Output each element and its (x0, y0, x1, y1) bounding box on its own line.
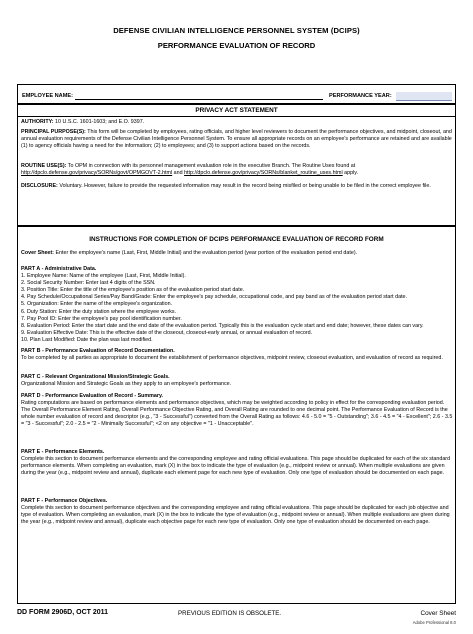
part-c-block (21, 374, 453, 388)
purpose-body: This form will be completed by employees, rating officials, and higher level reviewers to document the performance objectives, and midpoint, closeout, and annual evaluation requirements of the Defense Civilian Intelligence Personnel System. To ensure all appropriate records on an employee's performance are retained and are available (1) to agency officials having a need for the information; (2) to employees; and (3) to support actions based on the records. (21, 129, 452, 150)
part-f-block (21, 498, 453, 526)
routine-and: and (172, 170, 185, 177)
cover-body: Enter the employee's name (Last, First, Middle Initial) and the evaluation period (year portion of the evaluation period end date). (53, 250, 358, 256)
form-title-line2: PERFORMANCE EVALUATION OF RECORD (157, 41, 316, 50)
part-d-body: Rating computations are based on performance elements and performance objectives, which may be weighted according to policy in effect for the corresponding evaluation period. The Overall Performance Element Rating, Overall Performance Objective Rating, and Overall Rating are rounded to one decimal point. The Performance Evaluation of Record is the whole number evaluation of record and descriptor (e.g., "3 - Successful") converted from the Overall Rating as follows: 4.6 - 5.0 = "5 - Outstanding"; 3.6 - 4.5 = "4 - Excellent"; 2.6 - 3.5 = "3 - Successful"; 2.0 - 2.5 = "2 - Minimally Successful"; <2 on any objective = "1 - Unacceptable". (21, 400, 453, 428)
routine-use-text (21, 163, 453, 177)
form-number: DD FORM 2906D, OCT 2011 (17, 609, 109, 616)
list-item: 7. Pay Pool ID: Enter the employee's pay pool identification number. (21, 315, 182, 322)
part-a-title: PART A - Administrative Data. (21, 266, 97, 272)
part-b-title: PART B - Performance Evaluation of Record Documentation. (21, 348, 175, 354)
routine-end: apply. (342, 170, 359, 177)
disclosure-label: DISCLOSURE: (21, 183, 58, 189)
part-e-block (21, 449, 453, 477)
routine-label: ROUTINE USE(S): (21, 163, 67, 169)
authority-text (21, 119, 453, 126)
opm-govt-link[interactable]: http://dpclo.defense.gov/privacy/SORNs/govt/OPMGOVT-2.html (21, 170, 173, 177)
part-d-title: PART D - Performance Evaluation of Record - Summary. (21, 393, 164, 399)
part-f-body: Complete this section to document performance objectives and the corresponding employee and rating official evaluations. This page should be duplicated for each job objective and type of evaluation. When completing an evaluation, mark (X) in the box to indicate the type of evaluation (e.g., midpoint review or annual). When multiple evaluations are given during the year (e.g., midpoint review and annual), duplicate each objective page for each new type of evaluation. Only one type of evaluation should be documented on each page. (21, 505, 450, 526)
part-c-body: Organizational Mission and Strategic Goals as they apply to an employee's performance. (21, 381, 232, 388)
part-e-body: Complete this section to document performance elements and the corresponding employee and rating official evaluations. This page should be duplicated for each of the six standard performance elements. When completing an evaluation, mark (X) in the box to indicate the type of evaluation (e.g., midpoint review or annual). When multiple evaluations are given during the year (e.g., midpoint review and annual), duplicate each element page for each new type of evaluation. Only one type of evaluation should be documented on each page. (21, 456, 451, 477)
divider (18, 116, 455, 117)
list-item: 4. Pay Schedule/Occupational Series/Pay Band/Grade: Enter the employee's pay schedule, occupational code, and pay band as of the evaluation period start date. (21, 294, 408, 301)
cover-label: Cover Sheet: (21, 250, 54, 256)
employee-name-label: EMPLOYEE NAME: (22, 93, 73, 99)
purpose-label: PRINCIPAL PURPOSE(S): (21, 129, 86, 135)
instructions-section (17, 226, 456, 604)
privacy-act-title: PRIVACY ACT STATEMENT (195, 107, 278, 114)
part-b-body: To be completed by all parties as appropriate to document the establishment of performance objectives, midpoint review, closeout evaluation, and evaluation of record as required. (21, 355, 443, 362)
list-item: 3. Position Title: Enter the title of the employee's position as of the evaluation period start date. (21, 287, 245, 294)
list-item: 9. Evaluation Effective Date: This is the effective date of the closeout, closeout-early annual, or annual evaluation of record. (21, 329, 313, 336)
performance-year-field[interactable] (396, 92, 452, 101)
principal-purpose-text (21, 129, 453, 150)
part-e-title: PART E - Performance Elements. (21, 449, 105, 455)
cover-sheet-instruction (21, 250, 453, 257)
instructions-title: INSTRUCTIONS FOR COMPLETION OF DCIPS PERFORMANCE EVALUATION OF RECORD FORM (89, 236, 384, 243)
part-a-block (21, 266, 453, 344)
part-b-block (21, 348, 453, 362)
performance-year-label: PERFORMANCE YEAR: (329, 93, 392, 99)
list-item: 8. Evaluation Period: Enter the start date and the end date of the evaluation period. Typically this is the evaluation cycle start and end date; however, these dates can vary. (21, 322, 424, 329)
authority-body: 10 U.S.C. 1601-1603; and E.O. 9397. (53, 119, 145, 125)
list-item: 2. Social Security Number: Enter last 4 digits of the SSN. (21, 280, 156, 287)
identification-row (17, 84, 456, 104)
disclosure-body: Voluntary. However, failure to provide the requested information may result in the record being misfiled or being unable to be filed in the correct employee file. (57, 183, 431, 189)
part-f-title: PART F - Performance Objectives. (21, 498, 108, 504)
authority-label: AUTHORITY: (21, 119, 54, 125)
disclosure-text (21, 183, 453, 190)
list-item: 5. Organization: Enter the name of the employee's organization. (21, 301, 173, 308)
part-c-title: PART C - Relevant Organizational Mission/Strategic Goals. (21, 374, 170, 380)
form-title-line1: DEFENSE CIVILIAN INTELLIGENCE PERSONNEL SYSTEM (DCIPS) (113, 26, 360, 35)
blanket-routine-uses-link[interactable]: http://dpclo.defense.gov/privacy/SORNs/blanket_routine_uses.html (184, 170, 343, 177)
employee-name-field[interactable] (75, 99, 323, 100)
list-item: 10. Plan Last Modified: Date the plan was last modified. (21, 336, 153, 343)
routine-body: To OPM in connection with its personnel management evaluation role in the executive Branch. The Routine Uses found at (66, 163, 356, 169)
obsolete-notice: PREVIOUS EDITION IS OBSOLETE. (178, 610, 282, 617)
sheet-label: Cover Sheet (420, 610, 456, 617)
part-d-block (21, 393, 453, 428)
privacy-act-section (17, 104, 456, 226)
list-item: 1. Employee Name: Name of the employee (Last, First, Middle Initial). (21, 273, 186, 280)
adobe-version: Adobe Professional 8.0 (412, 620, 456, 625)
list-item: 6. Duty Station: Enter the duty station where the employee works. (21, 308, 177, 315)
